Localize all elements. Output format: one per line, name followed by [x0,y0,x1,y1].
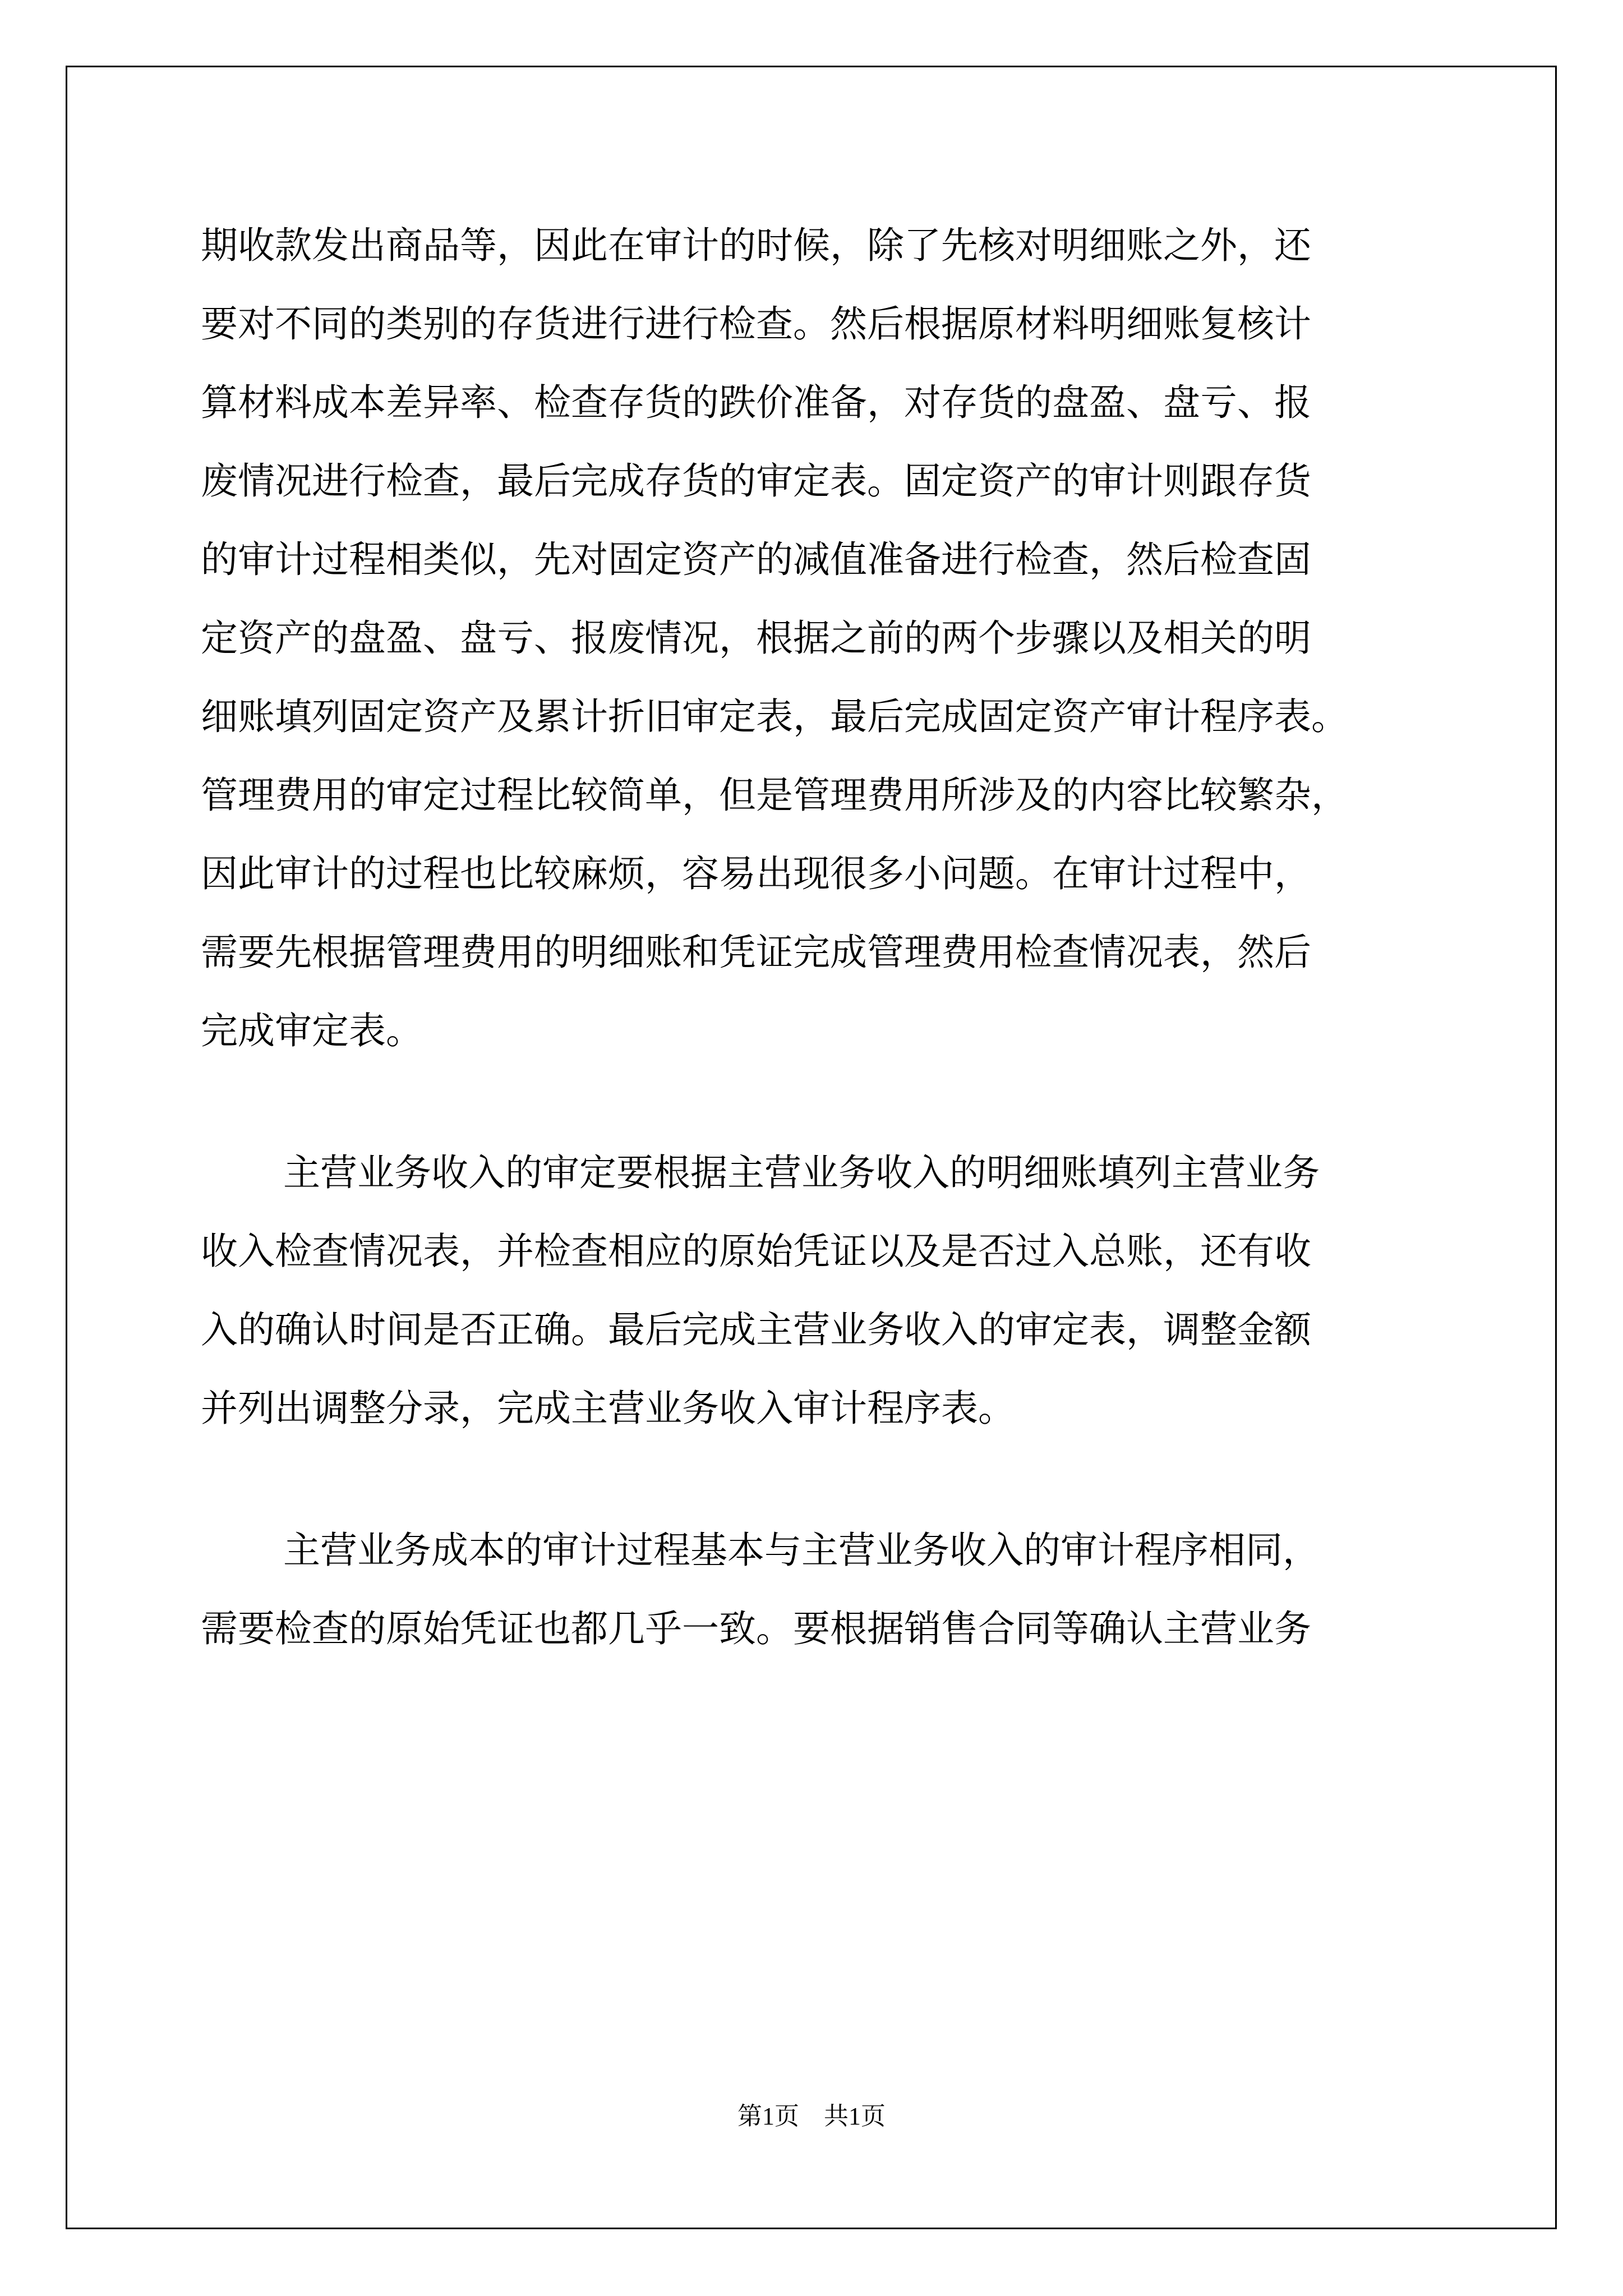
page-total: 共1页 [824,2102,886,2130]
text-line: 因此审计的过程也比较麻烦，容易出现很多小问题。在审计过程中， [201,852,1311,895]
paragraph-first-line: 主营业务收入的审定要根据主营业务收入的明细账填列主营业务 [283,1151,1320,1194]
text-line: 需要检查的原始凭证也都几乎一致。要根据销售合同等确认主营业务 [201,1607,1311,1650]
text-line: 定资产的盘盈、盘亏、报废情况，根据之前的两个步骤以及相关的明 [201,616,1311,660]
text-line: 并列出调整分录，完成主营业务收入审计程序表。 [201,1387,1015,1430]
text-line: 入的确认时间是否正确。最后完成主营业务收入的审定表，调整金额 [201,1308,1311,1351]
page-footer [0,2101,1623,2132]
text-line: 的审计过程相类似，先对固定资产的减值准备进行检查，然后检查固 [201,538,1311,581]
text-line: 收入检查情况表，并检查相应的原始凭证以及是否过入总账，还有收 [201,1230,1311,1273]
text-line: 需要先根据管理费用的明细账和凭证完成管理费用检查情况表，然后 [201,931,1311,974]
text-line: 完成审定表。 [201,1009,423,1052]
text-line: 期收款发出商品等，因此在审计的时候，除了先核对明细账之外，还 [201,224,1311,267]
text-line: 废情况进行检查，最后完成存货的审定表。固定资产的审计则跟存货 [201,459,1311,503]
page-number: 第1页 [737,2102,799,2130]
paragraph-first-line: 主营业务成本的审计过程基本与主营业务收入的审计程序相同， [283,1529,1320,1572]
text-line: 细账填列固定资产及累计折旧审定表，最后完成固定资产审计程序表。 [201,695,1348,738]
text-line: 管理费用的审定过程比较简单，但是管理费用所涉及的内容比较繁杂， [201,774,1348,817]
text-line: 要对不同的类别的存货进行进行检查。然后根据原材料明细账复核计 [201,302,1311,346]
text-line: 算材料成本差异率、检查存货的跌价准备，对存货的盘盈、盘亏、报 [201,381,1311,424]
